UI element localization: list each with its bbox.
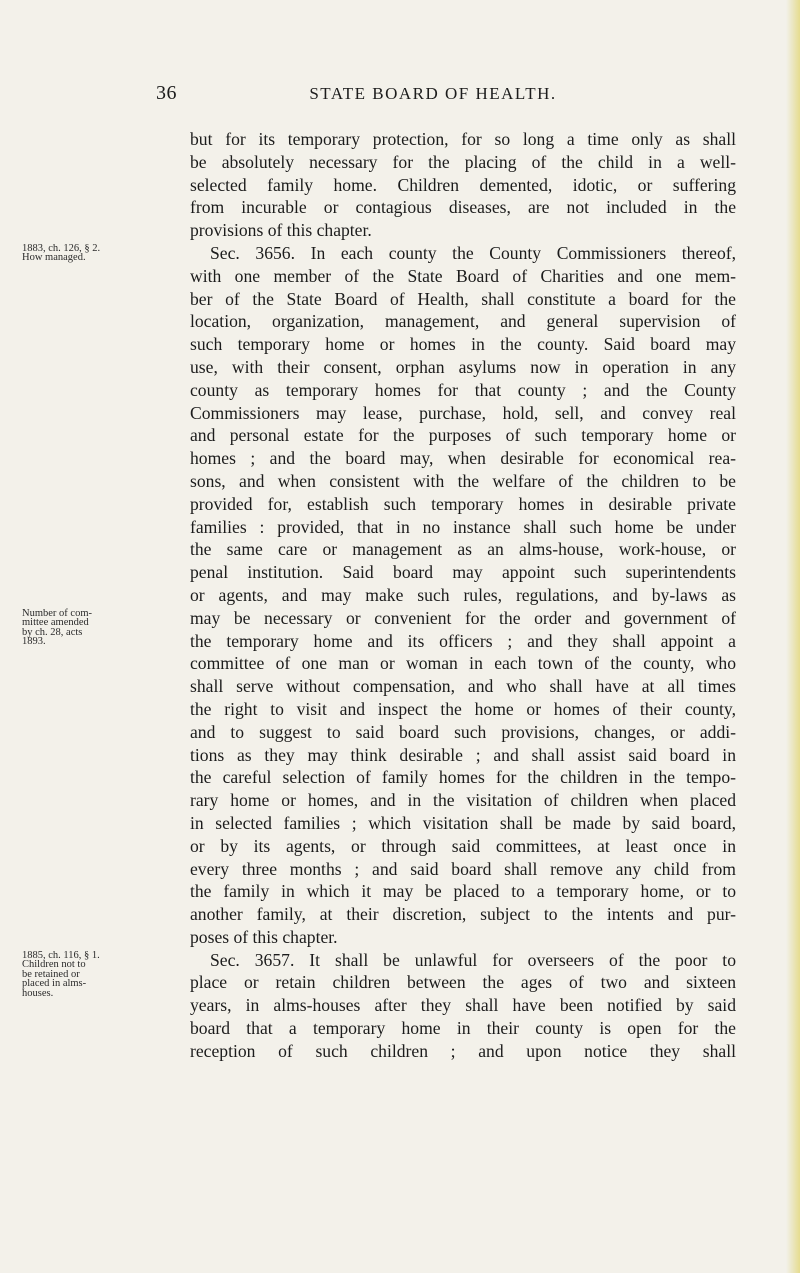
line-text: county as temporary homes for that county ; and the County: [190, 379, 736, 400]
line-text: shall serve without compensation, and who shall have at all times: [190, 676, 736, 697]
margin-note-line: mittee amended: [22, 617, 89, 629]
text-line: [190, 424, 736, 447]
text-line: [190, 789, 736, 812]
text-line: [190, 128, 736, 151]
text-line: [190, 858, 736, 881]
line-text: from incurable or contagious diseases, are not included in the: [190, 197, 736, 218]
line-text: every three months ; and said board shall remove any child from: [190, 858, 736, 879]
text-line: [190, 219, 736, 242]
margin-note-line: houses.: [22, 987, 54, 999]
line-text: provided for, establish such temporary homes in desirable private: [190, 493, 736, 514]
text-line: [190, 766, 736, 789]
line-text: sons, and when consistent with the welfare of the children to be: [190, 470, 736, 491]
text-line: [190, 288, 736, 311]
line-text: the same care or management as an alms-house, work-house, or: [190, 539, 736, 560]
text-line: [190, 196, 736, 219]
line-text: or by its agents, or through said committees, at least once in: [190, 835, 736, 856]
line-text: families : provided, that in no instance shall such home be under: [190, 516, 736, 537]
margin-note-line: by ch. 28, acts: [22, 626, 83, 638]
line-text: penal institution. Said board may appoint such superintendents: [190, 562, 736, 583]
line-text: homes ; and the board may, when desirable for economical rea-: [190, 448, 736, 469]
text-line: [190, 516, 736, 539]
line-text: may be necessary or convenient for the order and government of: [190, 607, 736, 628]
line-text: Sec. 3657. It shall be unlawful for overseers of the poor to: [210, 949, 736, 970]
line-text: the temporary home and its officers ; and they shall appoint a: [190, 630, 736, 651]
text-line: [190, 971, 736, 994]
text-line: [190, 447, 736, 470]
line-text: location, organization, management, and general supervision of: [190, 311, 736, 332]
text-line: [190, 926, 736, 949]
line-text: and to suggest to said board such provisions, changes, or addi-: [190, 721, 736, 742]
margin-note: [22, 609, 182, 647]
page-header: [136, 82, 730, 106]
page-edge: [786, 0, 800, 1273]
text-line: [190, 356, 736, 379]
line-text: another family, at their discretion, subject to the intents and pur-: [190, 904, 736, 925]
line-text: provisions of this chapter.: [190, 220, 372, 241]
line-text: or agents, and may make such rules, regulations, and by-laws as: [190, 584, 736, 605]
line-text: the family in which it may be placed to a temporary home, or to: [190, 881, 736, 902]
page-number: 36: [156, 82, 177, 104]
text-line: [190, 333, 736, 356]
text-line: [190, 652, 736, 675]
line-text: years, in alms-houses after they shall have been notified by said: [190, 995, 736, 1016]
text-line: [190, 470, 736, 493]
line-text: place or retain children between the ages of two and sixteen: [190, 972, 736, 993]
text-line: [190, 402, 736, 425]
text-line: [190, 744, 736, 767]
line-text: with one member of the State Board of Charities and one mem-: [190, 265, 736, 286]
line-text: Sec. 3656. In each county the County Commissioners thereof,: [210, 242, 736, 263]
line-text: in selected families ; which visitation shall be made by said board,: [190, 812, 736, 833]
text-line: [190, 310, 736, 333]
line-text: use, with their consent, orphan asylums now in operation in any: [190, 356, 736, 377]
running-head: STATE BOARD OF HEALTH.: [309, 84, 557, 103]
line-text: board that a temporary home in their county is open for the: [190, 1018, 736, 1039]
text-line: [190, 994, 736, 1017]
line-text: poses of this chapter.: [190, 926, 338, 947]
margin-note-line: 1893.: [22, 636, 46, 648]
line-text: but for its temporary protection, for so long a time only as shall: [190, 129, 736, 149]
text-line: [190, 379, 736, 402]
text-line: [190, 538, 736, 561]
text-line: [190, 584, 736, 607]
line-text: and personal estate for the purposes of such temporary home or: [190, 425, 736, 446]
text-line: [190, 903, 736, 926]
margin-note-line: 1883, ch. 126, § 2.: [22, 242, 101, 254]
margin-note-line: be retained or: [22, 968, 80, 980]
line-text: ber of the State Board of Health, shall constitute a board for the: [190, 288, 736, 309]
line-text: reception of such children ; and upon notice they shall: [190, 1040, 736, 1061]
margin-note-line: Number of com-: [22, 607, 92, 619]
text-line: [190, 174, 736, 197]
line-text: Commissioners may lease, purchase, hold, sell, and convey real: [190, 402, 736, 423]
margin-note-line: 1885, ch. 116, § 1.: [22, 949, 100, 961]
margin-note-line: Children not to: [22, 959, 86, 971]
body-text: [22, 128, 736, 1063]
text-line: [190, 675, 736, 698]
text-line: [190, 835, 736, 858]
margin-note-line: How managed.: [22, 252, 86, 264]
line-text: selected family home. Children demented, idotic, or suffering: [190, 174, 736, 195]
text-line: [190, 561, 736, 584]
line-text: be absolutely necessary for the placing of the child in a well-: [190, 151, 736, 172]
line-text: tions as they may think desirable ; and shall assist said board in: [190, 744, 736, 765]
text-line: [190, 493, 736, 516]
text-line: [190, 265, 736, 288]
text-line: [190, 698, 736, 721]
margin-note: [22, 951, 182, 999]
line-text: such temporary home or homes in the county. Said board may: [190, 334, 736, 355]
text-line: [190, 630, 736, 653]
line-text: the careful selection of family homes for the children in the tempo-: [190, 767, 736, 788]
text-line: [190, 151, 736, 174]
text-line: [190, 880, 736, 903]
text-line: [190, 812, 736, 835]
text-line: [190, 721, 736, 744]
line-text: the right to visit and inspect the home or homes of their county,: [190, 698, 736, 719]
text-line: [190, 1040, 736, 1063]
margin-note: [22, 244, 182, 263]
line-text: committee of one man or woman in each town of the county, who: [190, 653, 736, 674]
margin-note-line: placed in alms-: [22, 978, 87, 990]
text-line: [190, 1017, 736, 1040]
line-text: rary home or homes, and in the visitation of children when placed: [190, 790, 736, 811]
text-line: [22, 242, 736, 265]
